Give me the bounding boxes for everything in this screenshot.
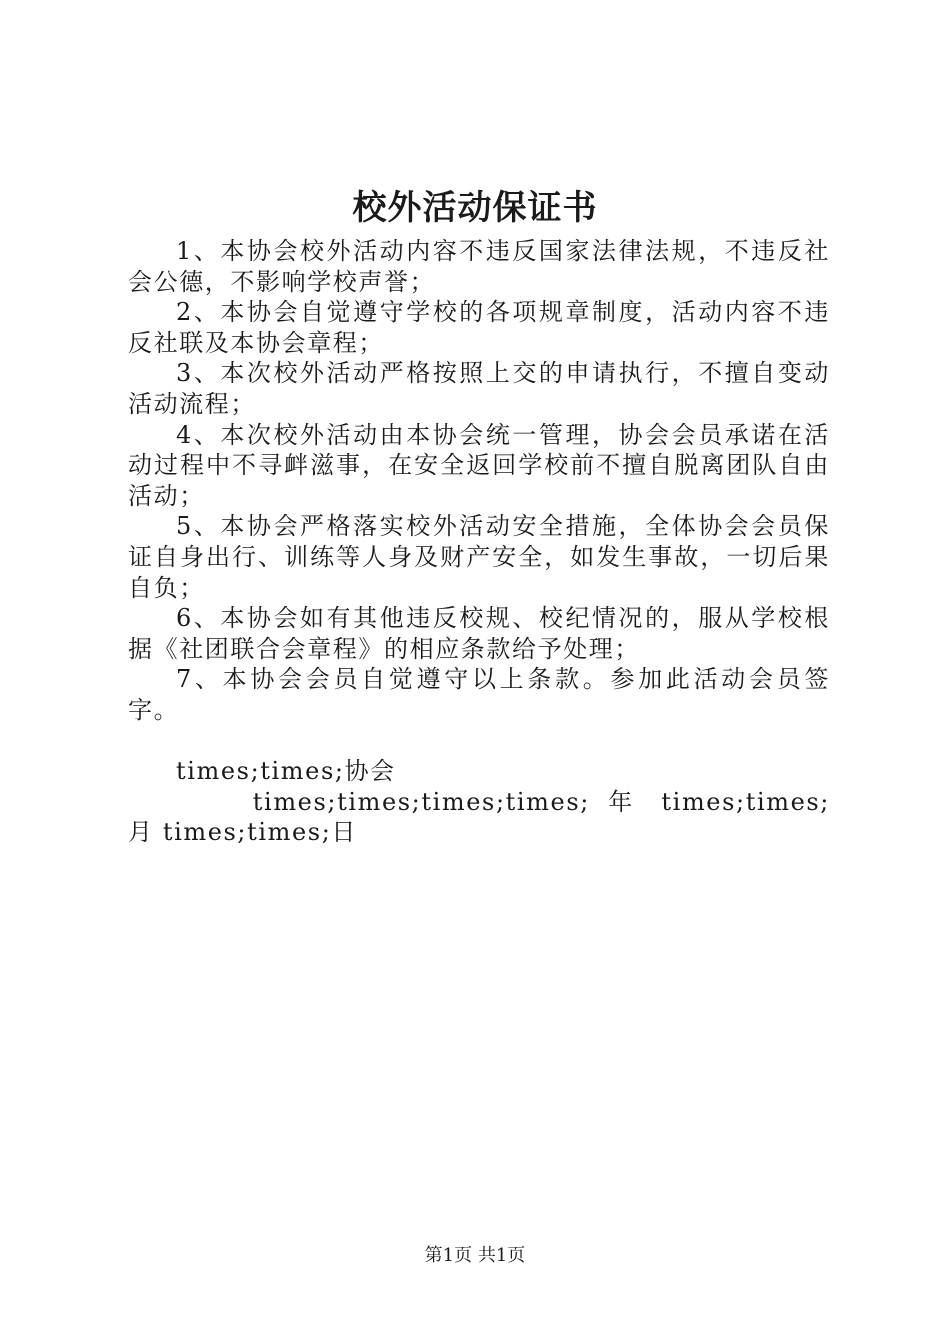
page-title: 校外活动保证书 (352, 188, 598, 228)
clause-6: 6、本协会如有其他违反校规、校纪情况的，服从学校根据《社团联合会章程》的相应条款给予处理； (128, 604, 830, 663)
clause-7: 7、本协会会员自觉遵守以上条款。参加此活动会员签字。 (128, 665, 830, 724)
clause-4: 4、本次校外活动由本协会统一管理，协会会员承诺在活动过程中不寻衅滋事，在安全返回学校前不擅自脱离团队自由活动； (128, 420, 830, 510)
clause-2: 2、本协会自觉遵守学校的各项规章制度，活动内容不违反社联及本协会章程； (128, 298, 830, 357)
document-body (128, 236, 830, 848)
date-line: times;times;times;times; 年 times;times; 月 times;times;日 (128, 787, 830, 847)
page-footer: 第1页 共1页 (424, 1245, 526, 1266)
clause-1: 1、本协会校外活动内容不违反国家法律法规，不违反社会公德，不影响学校声誉； (128, 237, 830, 296)
clause-3: 3、本次校外活动严格按照上交的申请执行，不擅自变动活动流程； (128, 359, 830, 418)
signature-line: times;times;协会 (176, 757, 396, 786)
clause-5: 5、本协会严格落实校外活动安全措施，全体协会会员保证自身出行、训练等人身及财产安全，如发生事故，一切后果自负； (128, 512, 830, 602)
blank-line (128, 726, 830, 757)
